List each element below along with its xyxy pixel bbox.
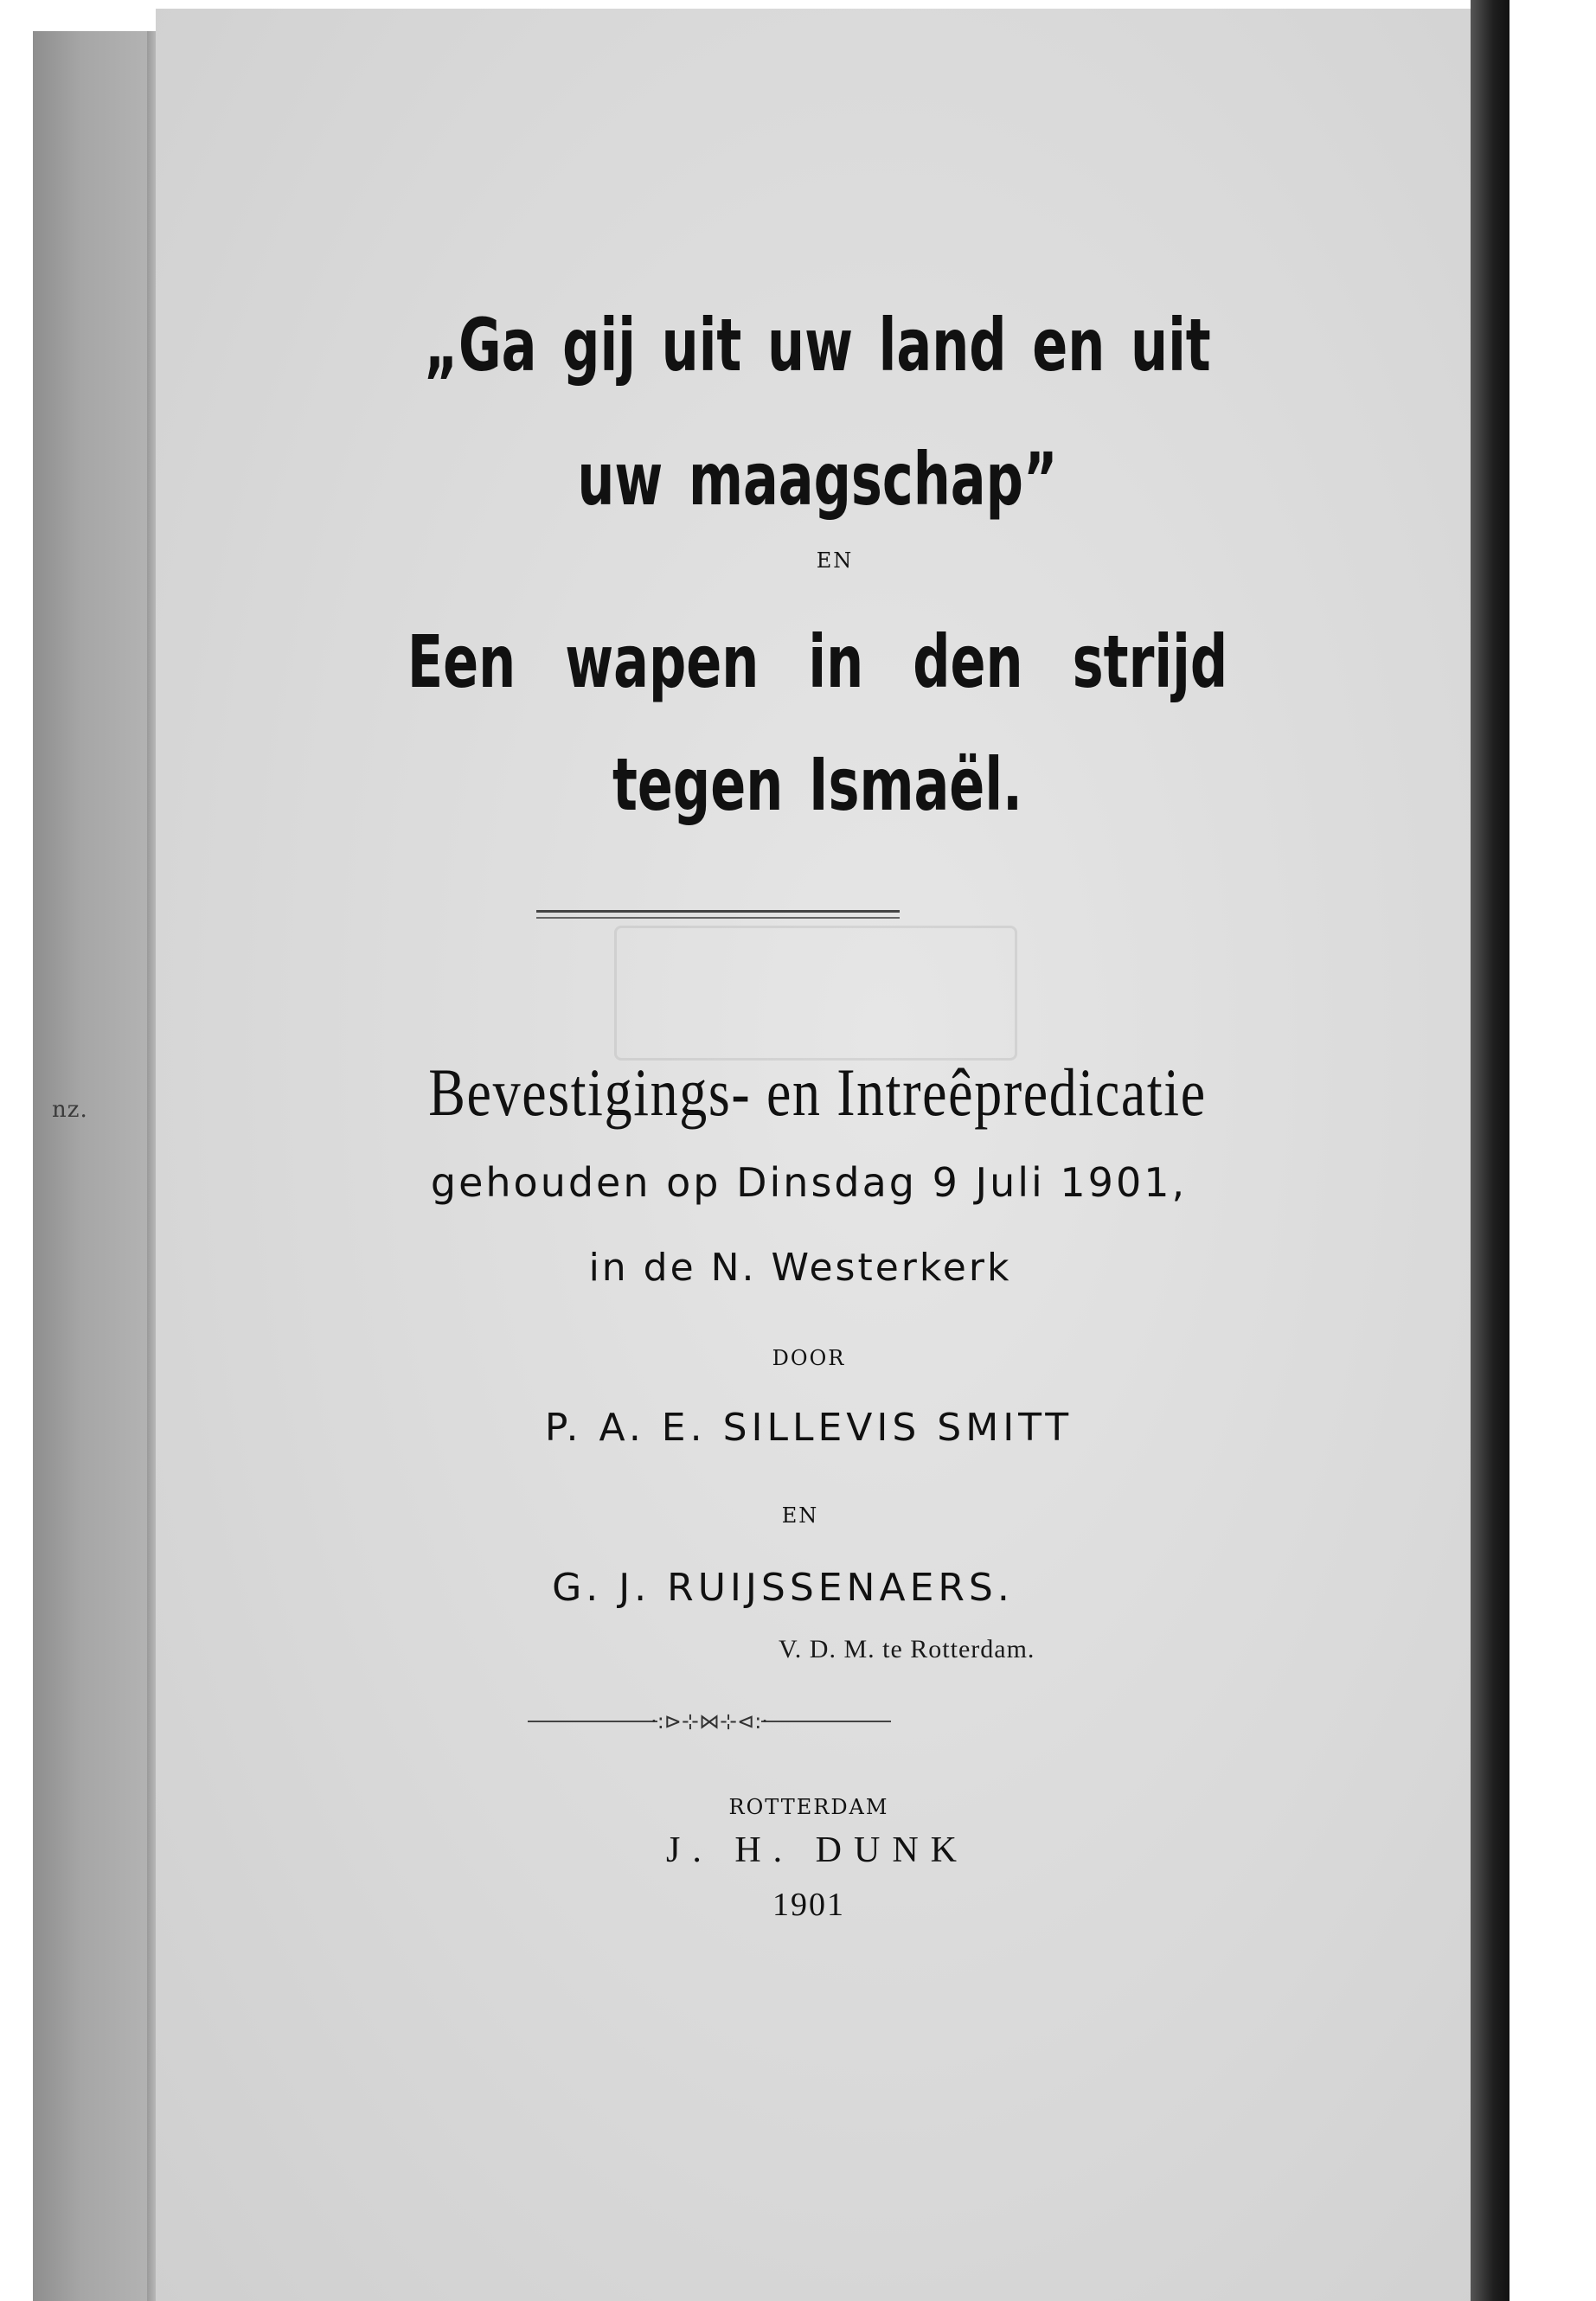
- double-rule-bottom: [536, 917, 900, 919]
- scan-margin: [1509, 0, 1596, 2301]
- imprint-year: 1901: [772, 1887, 845, 1923]
- binding-strip: [33, 31, 154, 2301]
- title-line-3: Een wapen in den strijd: [407, 619, 1228, 704]
- subtitle-date: gehouden op Dinsdag 9 Juli 1901,: [430, 1159, 1188, 1206]
- subtitle-heading: Bevestigings- en Intreêpredicatie: [428, 1054, 1207, 1130]
- subtitle-location: in de N. Westerkerk: [588, 1246, 1012, 1290]
- library-stamp-ghost: [614, 926, 1017, 1061]
- title-line-2: uw maagschap”: [577, 437, 1058, 522]
- title-conjunction: EN: [816, 548, 854, 573]
- margin-note: nz.: [52, 1097, 88, 1123]
- by-label: DOOR: [772, 1346, 846, 1370]
- ornament-divider: [528, 1704, 891, 1739]
- author-1: P. A. E. SILLEVIS SMITT: [544, 1406, 1074, 1450]
- and-label: EN: [781, 1503, 819, 1528]
- author-role: V. D. M. te Rotterdam.: [779, 1635, 1035, 1663]
- author-2: G. J. RUIJSSENAERS.: [552, 1566, 1014, 1610]
- svg-text:·:⊳⊹⋈⊹⊲:·: ·:⊳⊹⋈⊹⊲:·: [651, 1709, 768, 1734]
- title-line-1: „Ga gij uit uw land en uit: [424, 303, 1211, 388]
- imprint-city: ROTTERDAM: [728, 1795, 889, 1819]
- title-line-4: tegen Ismaël.: [612, 742, 1023, 827]
- page-shadow-edge: [1471, 0, 1509, 2301]
- imprint-publisher: J. H. DUNK: [666, 1830, 969, 1870]
- double-rule-top: [536, 910, 900, 913]
